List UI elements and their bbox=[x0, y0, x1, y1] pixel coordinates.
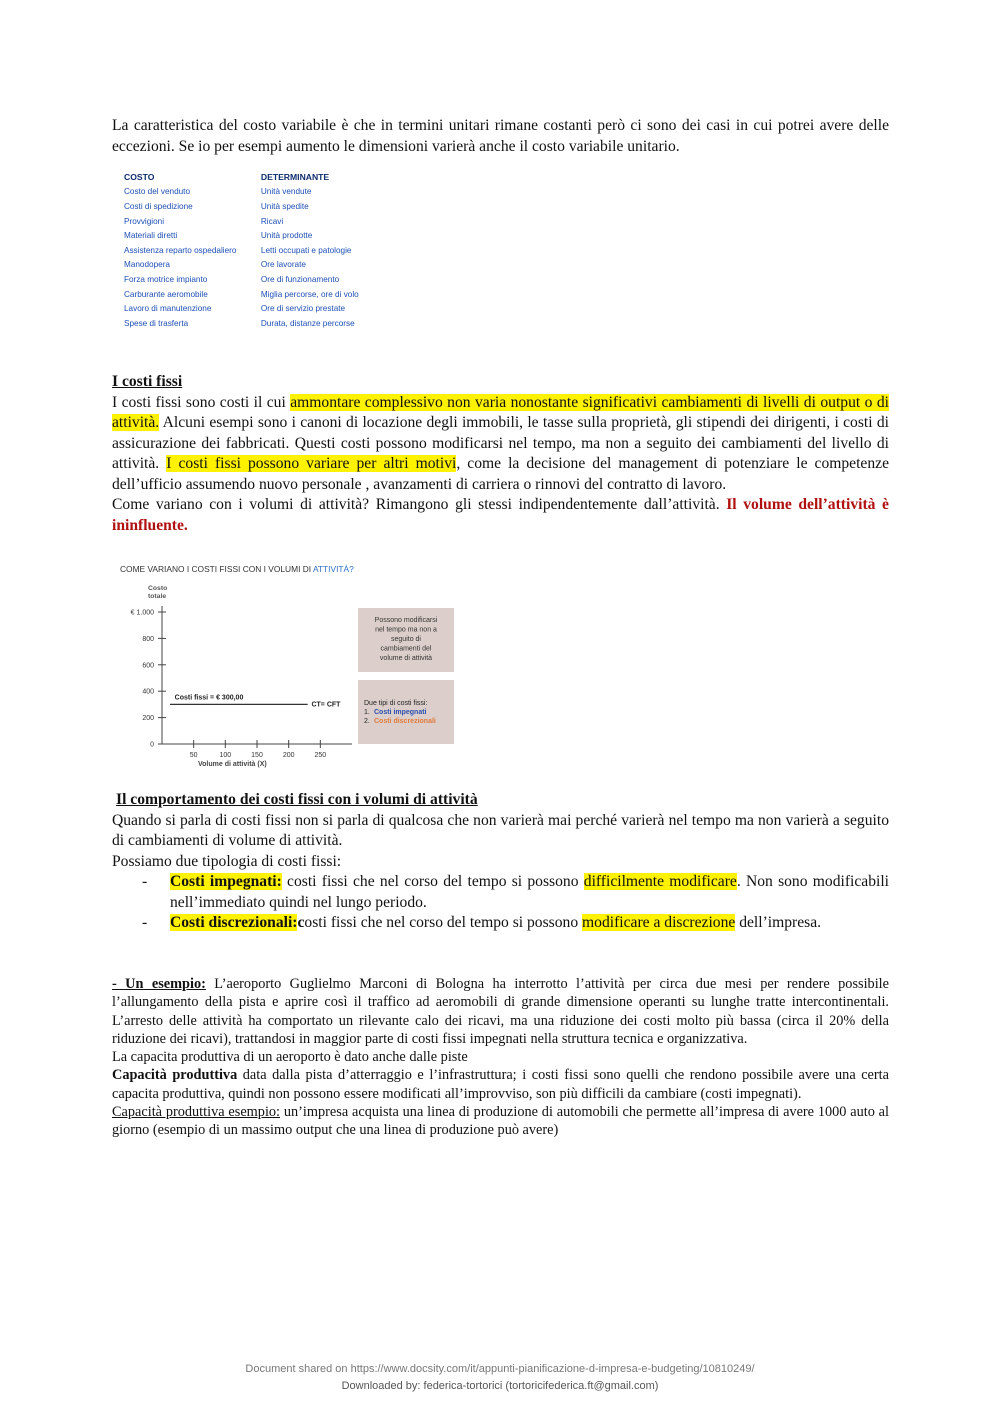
text-run: , come la decisione del management di potenziare le competenze dell’ufficio assumendo nuovo personale , avanzamenti di carriera o rinnovi del contratto di lavoro. bbox=[112, 455, 889, 493]
cost-cell: Forza motrice impianto bbox=[124, 274, 208, 284]
table-row bbox=[118, 258, 388, 273]
note-line: seguito di bbox=[391, 636, 421, 643]
example-section bbox=[112, 975, 889, 1140]
highlight: I costi fissi possono variare per altri motivi bbox=[166, 455, 457, 472]
emphasis-red: Il volume dell’attività è ininfluente. bbox=[112, 496, 889, 534]
x-tick-label: 250 bbox=[314, 752, 327, 759]
behavior-paragraph: Quando si parla di costi fissi non si parla di qualcosa che non varierà mai perché varierà nel tempo ma non varierà a seguito di cambiamenti di volume di attività. bbox=[112, 811, 889, 849]
driver-cell: Ore di funzionamento bbox=[260, 274, 340, 284]
driver-cell: Unità prodotte bbox=[260, 231, 313, 241]
table-row bbox=[118, 316, 388, 331]
cost-cell: Materiali diretti bbox=[124, 231, 178, 241]
behavior-section bbox=[112, 790, 889, 934]
bullet-dash: - bbox=[142, 873, 148, 890]
header-cost: COSTO bbox=[124, 172, 155, 183]
y-tick-label: 600 bbox=[142, 662, 154, 670]
driver-cell: Ore di servizio prestate bbox=[260, 304, 346, 314]
note-line: volume di attività bbox=[379, 655, 433, 662]
x-tick-label: 200 bbox=[282, 752, 295, 759]
example-label: - Un esempio: bbox=[112, 976, 206, 992]
table-row bbox=[118, 287, 388, 302]
intro-section bbox=[112, 116, 889, 157]
fixed-cost-line-label: Costi fissi = € 300,00 bbox=[174, 694, 244, 702]
header-driver: DETERMINANTE bbox=[260, 172, 330, 183]
table-row bbox=[118, 214, 388, 229]
types-title: Due tipi di costi fissi: bbox=[364, 700, 428, 707]
fixed-costs-paragraph bbox=[112, 393, 889, 496]
driver-cell: Unità spedite bbox=[260, 201, 309, 211]
list-item bbox=[112, 872, 889, 913]
chart-svg bbox=[112, 560, 462, 772]
y-tick-label: 400 bbox=[142, 688, 154, 696]
cost-cell: Spese di trasferta bbox=[124, 318, 189, 328]
note-line: Possono modificarsi bbox=[374, 617, 438, 624]
driver-cell: Ore lavorate bbox=[260, 260, 306, 270]
driver-cell: Unità vendute bbox=[260, 187, 312, 197]
footer-downloaded: Downloaded by: federica-tortorici (tortoricifederica.ft@gmail.com) bbox=[341, 1380, 659, 1392]
item-label: Costi discrezionali: bbox=[170, 914, 298, 931]
bullet-dash: - bbox=[142, 914, 148, 931]
x-tick-label: 100 bbox=[219, 752, 232, 759]
types-number-1: 1. bbox=[364, 709, 370, 716]
capacity-label: Capacità produttiva bbox=[112, 1067, 238, 1084]
note-line: nel tempo ma non a bbox=[375, 626, 437, 634]
text-run: costi fissi che nel corso del tempo si possono bbox=[281, 873, 584, 890]
driver-cell: Ricavi bbox=[260, 216, 284, 226]
cost-cell: Manodopera bbox=[124, 260, 170, 270]
capacity-example-label: Capacità produttiva esempio: bbox=[112, 1104, 281, 1121]
section-title: I costi fissi bbox=[112, 373, 183, 390]
highlight: modificare a discrezione bbox=[582, 914, 736, 931]
line-end-label: CT= CFT bbox=[311, 701, 341, 709]
text-run: I costi fissi sono costi il cui bbox=[112, 393, 291, 411]
example-paragraph bbox=[112, 975, 889, 1048]
x-tick-label: 50 bbox=[189, 752, 198, 759]
cost-cell: Costo del venduto bbox=[124, 187, 190, 197]
text-run: Come variano con i volumi di attività? Rimangono gli stessi indipendentemente dall’attività. bbox=[112, 496, 727, 513]
driver-cell: Durata, distanze percorse bbox=[260, 318, 355, 328]
text-run: un’impresa acquista una linea di produzione di automobili che permette all’impresa di avere 1000 auto al giorno (esempio di un massimo output che una linea di produzione può avere) bbox=[112, 1104, 890, 1139]
cost-cell: Costi di spedizione bbox=[124, 201, 193, 211]
text-run: c bbox=[297, 914, 305, 931]
cost-cell: Provvigioni bbox=[124, 216, 165, 226]
driver-cell: Miglia percorse, ore di volo bbox=[260, 289, 359, 299]
cost-cell: Lavoro di manutenzione bbox=[124, 304, 212, 314]
capacity-line: La capacita produttiva di un aeroporto è dato anche dalle piste bbox=[112, 1049, 468, 1066]
list-item bbox=[112, 913, 889, 934]
table-row bbox=[118, 228, 388, 243]
chart-title: COME VARIANO I COSTI FISSI CON I VOLUMI DI ATTIVITÀ? bbox=[120, 564, 354, 574]
y-axis-label-2: totale bbox=[148, 593, 167, 600]
highlight: ammontare complessivo non varia nonostante significativi cambiamenti di livelli di output o di attività. bbox=[112, 393, 889, 431]
text-run: osti fissi che nel corso del tempo si possono bbox=[304, 914, 583, 931]
cost-cell: Carburante aeromobile bbox=[124, 289, 208, 299]
table-row bbox=[118, 243, 388, 258]
volume-paragraph bbox=[112, 495, 889, 536]
behavior-title: Il comportamento dei costi fissi con i volumi di attività bbox=[116, 791, 478, 808]
table-row bbox=[118, 301, 388, 316]
text-run: dell’impresa. bbox=[735, 914, 822, 931]
table-header bbox=[118, 170, 388, 185]
driver-cell: Letti occupati e patologie bbox=[260, 245, 352, 255]
behavior-intro: Possiamo due tipologia di costi fissi: bbox=[112, 852, 342, 870]
text-run: L’aeroporto Guglielmo Marconi di Bologna ha interrotto l’attività per circa due mesi per rendere possibile l’allungamento della pista e aprire così il traffico ad aeromobili di grande dimensione operanti su lunghe tratte intercontinentali. L’arresto delle attività ha comportato un rilevante calo dei ricavi, ma una riduzione dei costi molto più bassa (circa il 20% della riduzione dei ricavi), trattandosi in maggior parte di costi fissi impegnati nella struttura tecnica e organizzativa. bbox=[112, 976, 889, 1047]
table-row bbox=[118, 185, 388, 200]
cost-driver-table bbox=[118, 170, 388, 338]
capacity-paragraph bbox=[112, 1066, 889, 1103]
table-row bbox=[118, 272, 388, 287]
fixed-cost-chart bbox=[112, 560, 462, 772]
y-axis-label-1: Costo bbox=[148, 585, 168, 592]
fixed-cost-types-list bbox=[112, 872, 889, 934]
cost-cell: Assistenza reparto ospedaliero bbox=[124, 245, 237, 255]
y-tick-label: 800 bbox=[142, 635, 154, 643]
types-item-1: Costi impegnati bbox=[374, 709, 427, 716]
table-row bbox=[118, 199, 388, 214]
highlight: difficilmente modificare bbox=[583, 873, 737, 890]
footer-shared: Document shared on https://www.docsity.com/it/appunti-pianificazione-d-impresa-e-budgeting/10810249/ bbox=[245, 1363, 755, 1375]
y-tick-label: 0 bbox=[150, 741, 154, 749]
fixed-costs-section bbox=[112, 372, 889, 536]
intro-paragraph: La caratteristica del costo variabile è che in termini unitari rimane costanti però ci sono dei casi in cui potrei avere delle eccezioni. Se io per esempi aumento le dimensioni varierà anche il costo variabile unitario. bbox=[112, 117, 889, 155]
x-tick-label: 150 bbox=[251, 752, 263, 759]
text-run: data dalla pista d’atterraggio e l’infrastruttura; i costi fissi sono quelli che rendono possibile avere una certa capacita produttiva, quindi non possono essere modificati all’improvviso, son più difficili da cambiare (costi impegnati). bbox=[112, 1067, 889, 1102]
note-line: cambiamenti del bbox=[380, 645, 432, 653]
text-run: . Non sono modificabili nell’immediato quindi nel lungo periodo. bbox=[170, 873, 889, 911]
y-tick-label: 200 bbox=[142, 715, 154, 723]
x-axis-label: Volume di attività (X) bbox=[198, 761, 267, 768]
types-item-2: Costi discrezionali bbox=[374, 718, 436, 725]
y-tick-label: € 1.000 bbox=[130, 609, 154, 617]
text-run: Alcuni esempi sono i canoni di locazione degli immobili, le tasse sulla proprietà, gli stipendi dei dirigenti, i costi di assicurazione dei fabbricati. Questi costi possono modificarsi nel tempo, ma non a seguito dei cambiamenti del livello di attività. bbox=[112, 414, 889, 472]
item-label: Costi impegnati: bbox=[170, 873, 282, 890]
types-number-2: 2. bbox=[364, 718, 370, 725]
capacity-example-paragraph bbox=[112, 1103, 889, 1140]
